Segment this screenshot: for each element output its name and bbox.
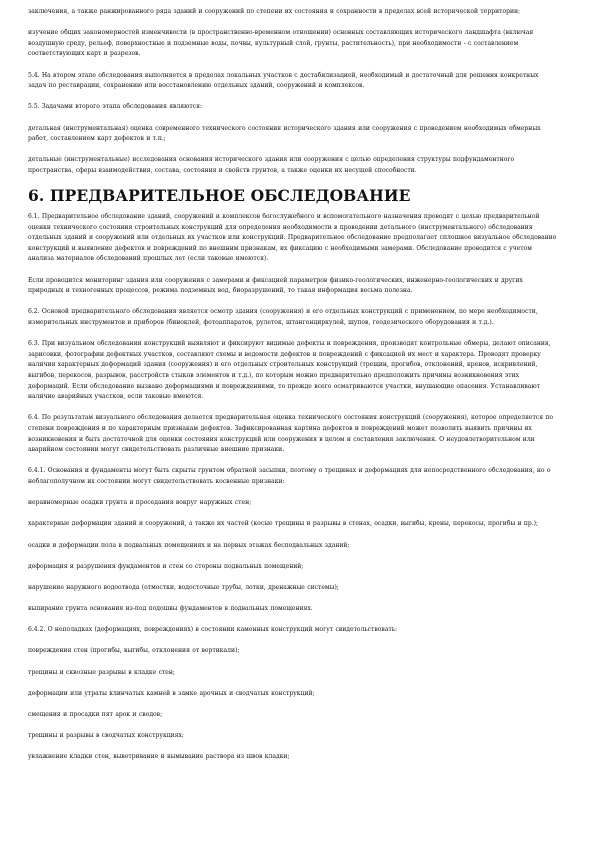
list-item: деформации или утраты клинчатых камней в замке арочных и сводчатых конструкций; — [28, 689, 315, 697]
paragraph: Если проводится мониторинг здания или сооружения с замерами и фиксацией параметров физико-геологических, инженерно-геологических и других природных и техногенных процессов, режима подземных вод, биоразрушений, то такая информация весьма полезна. — [28, 276, 523, 295]
paragraph: 6.2. Основой предварительного обследования является осмотр здания (сооружения) и его отдельных конструкций с применением, по мере необходимости, измерительных инструментов и приборов (биноклей, фотоаппаратов, рулеток, штангенциркулей, щупов, геодезического оборудования и т.д.). — [28, 308, 538, 327]
intro-section — [28, 7, 558, 177]
paragraph: 5.4. На втором этапе обследования выполняется в пределах локальных участков с дестабилизацией, необходимый и достаточный для решения конкретных задач по реставрации, сохранению или восстановлению отдельных зданий, сооружений и комплексов. — [28, 71, 539, 90]
list-item: повреждения стен (прогибы, выгибы, отклонения от вертикали); — [28, 647, 240, 655]
main-section — [28, 212, 558, 763]
list-item: характерные деформации зданий и сооружений, а также их частей (косые трещины и разрывы в стенах, осадки, выгибы, крены, перекосы, прогибы и пр.); — [28, 520, 539, 528]
list-item: смещения и просадки пят арок и сводов; — [28, 711, 163, 718]
paragraph: 6.3. При визуальном обследовании конструкций выявляют и фиксируют видимые дефекты и повреждения, производят контрольные обмеры, делают описания, зарисовки, фотографии дефектных участков, составляют схемы и ведомости дефектов и повреждений с фиксацией их мест и характера. Проводят проверку наличия характерных деформаций здания (сооружения) и его отдельных строительных конструкций (трещин, прогибов, отклонений, кренов, искривлений, выгибов, перекосов, разрывов, расстройств стыков элементов и т.д.), по которым можно предварительно предположить причины возникновения этих деформаций. Если обследование вызвано деформациями и повреждениями, то прежде всего осматриваются участки, внушающие опасения. Устанавливают наличие аварийных участков, если таковые имеются. — [28, 340, 551, 401]
paragraph: изучение общих закономерностей изменчивости (в пространственно-временном отношении) основных составляющих исторического ландшафта (включая воздушную среду, рельеф, поверхностные и подземные воды, почвы, культурный слой, грунты, растительность), при необходимости - с составлением соответствующих карт и разрезов. — [28, 29, 534, 58]
list-item: нарушение наружного водоотвода (отмостки, водосточные трубы, лотки, дренажные системы); — [28, 583, 339, 591]
list-item: неравномерные осадки грунта и проседания вокруг наружных стен; — [28, 499, 252, 507]
paragraph: 5.5. Задачами второго этапа обследования являются: — [28, 103, 202, 111]
list-item: увлажнение кладки стен, выветривание и вымывание раствора из швов кладки; — [28, 753, 290, 761]
paragraph: 6.4.1. Основания и фундаменты могут быть скрыты грунтом обратной засыпки, поэтому о трещинах и деформациях для непосредственного обследования, но о неблагополучном их состоянии могут свидетельствовать косвенные признаки: — [28, 467, 551, 485]
list-item: осадки и деформации пола в подвальных помещениях и на первых этажах бесподвальных зданий; — [28, 541, 350, 549]
paragraph: детальная (инструментальная) оценка современного технического состояния исторического здания или сооружения с проведением необходимых обмерных работ, составлением карт дефектов и т.п.; — [28, 124, 541, 143]
list-item: выпирание грунта основания из-под подошвы фундаментов в подвальных помещениях. — [28, 605, 313, 613]
paragraph: заключения, а также ранжированного ряда зданий и сооружений по степени их состояния и сохранности в пределах всей исторической территории; — [28, 8, 521, 15]
list-item: деформация и разрушения фундаментов и стен со стороны подвальных помещений; — [28, 562, 304, 570]
list-item: трещины и разрывы в сводчатых конструкциях; — [28, 732, 184, 740]
list-item: трещины и сквозные разрывы в кладке стен; — [28, 668, 175, 676]
section-heading: 6. ПРЕДВАРИТЕЛЬНОЕ ОБСЛЕДОВАНИЕ — [28, 186, 411, 206]
paragraph: 6.4.2. О неполадках (деформациях, повреждениях) в состоянии каменных конструкций могут свидетельствовать: — [28, 626, 398, 634]
paragraph: 6.1. Предварительное обследование зданий, сооружений и комплексов богослужебного и вспомогательного назначения проводят с целью предварительной оценки технического состояния строительных конструкций для определения необходимости в проведении детального (инструментального) обследования отдельных зданий и сооружений или отдельных их участков или конструкций. Предварительное обследование предполагает сплошное визуальное обследование конструкций и выявление дефектов и повреждений по внешним признакам, их фиксацию с необходимыми замерами. Обследование проводится с учетом анализа материалов обследований прошлых лет (если таковые имеются). — [28, 213, 557, 263]
paragraph: детальные (инструментальные) исследования основания исторического здания или сооружения с целью определения структуры подфундаментного пространства, сферы взаимодействия, состава, состояния и свойств грунтов, а также оценки их несущей способности. — [28, 156, 515, 174]
paragraph: 6.4. По результатам визуального обследования делается предварительная оценка технического состояния конструкций (сооружения), которое определяется по степени повреждения и по характерным признакам дефектов. Зафиксированная картина дефектов и повреждений может позволить выявить причины их возникновения и быть достаточной для оценки состояния конструкций или сооружения в целом и составления заключения. О неудовлетворительном или аварийном состоянии могут свидетельствовать различные внешние признаки. — [28, 414, 554, 454]
